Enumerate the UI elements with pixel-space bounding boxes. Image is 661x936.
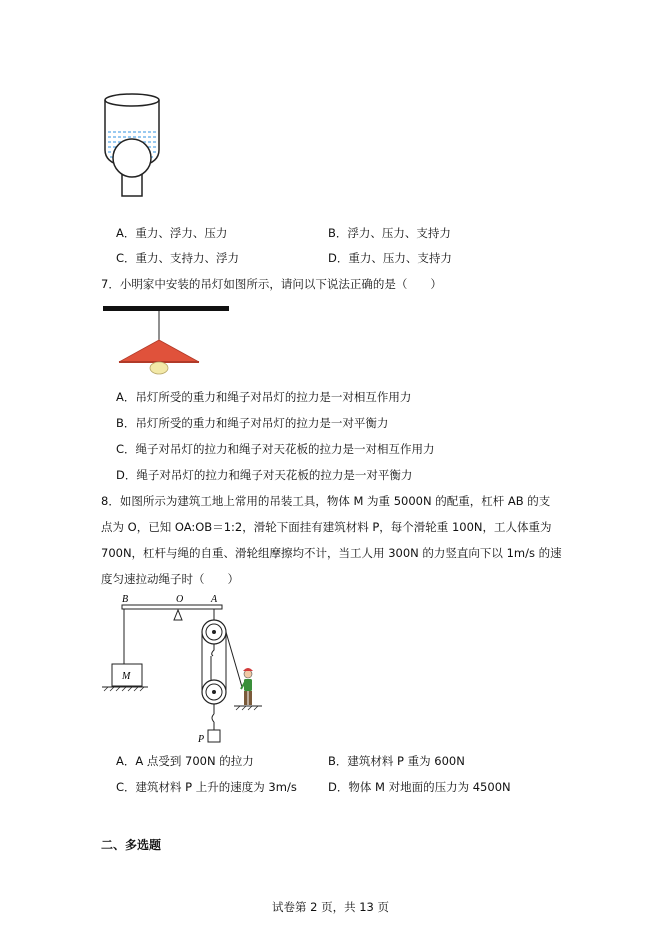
q6-option-d: D．重力、压力、支持力 [328,251,452,265]
q6-option-a: A．重力、浮力、压力 [116,226,228,240]
q8-option-c: C．建筑材料 P 上升的速度为 3m/s [116,780,297,794]
section-title-multiple-choice: 二、多选题 [101,838,162,852]
label-p: P [198,734,205,745]
q8-option-d: D．物体 M 对地面的压力为 4500N [328,780,511,794]
q6-option-b: B．浮力、压力、支持力 [328,226,451,240]
bottle-ball-figure [100,92,170,200]
lever-pulley-figure [100,592,270,747]
q7-option-a: A．吊灯所受的重力和绳子对吊灯的拉力是一对相互作用力 [116,390,412,404]
page-footer: 试卷第 2 页，共 13 页 [271,900,390,914]
q8-stem-line4: 度匀速拉动绳子时（ ） [101,572,239,586]
q8-stem-line2: 点为 O，已知 OA:OB＝1:2，滑轮下面挂有建筑材料 P，每个滑轮重 100N，工人体重为 [101,520,552,534]
hanging-lamp-figure [103,306,233,376]
q8-stem-line1: 8．如图所示为建筑工地上常用的吊装工具，物体 M 为重 5000N 的配重，杠杆 AB 的支 [101,494,551,508]
q8-option-b: B．建筑材料 P 重为 600N [328,754,465,768]
label-a: A [211,594,218,605]
q7-option-d: D．绳子对吊灯的拉力和绳子对天花板的拉力是一对平衡力 [116,468,413,482]
q8-stem-line3: 700N，杠杆与绳的自重、滑轮组摩擦均不计，当工人用 300N 的力竖直向下以 1m/s 的速 [101,546,562,560]
q7-option-c: C．绳子对吊灯的拉力和绳子对天花板的拉力是一对相互作用力 [116,442,435,456]
label-o: O [176,594,184,605]
q8-option-a: A．A 点受到 700N 的拉力 [116,754,254,768]
q7-stem: 7．小明家中安装的吊灯如图所示，请问以下说法正确的是（ ） [101,277,442,291]
label-b: B [122,594,129,605]
label-m: M [122,671,131,682]
q7-option-b: B．吊灯所受的重力和绳子对吊灯的拉力是一对平衡力 [116,416,389,430]
q6-option-c: C．重力、支持力、浮力 [116,251,240,265]
